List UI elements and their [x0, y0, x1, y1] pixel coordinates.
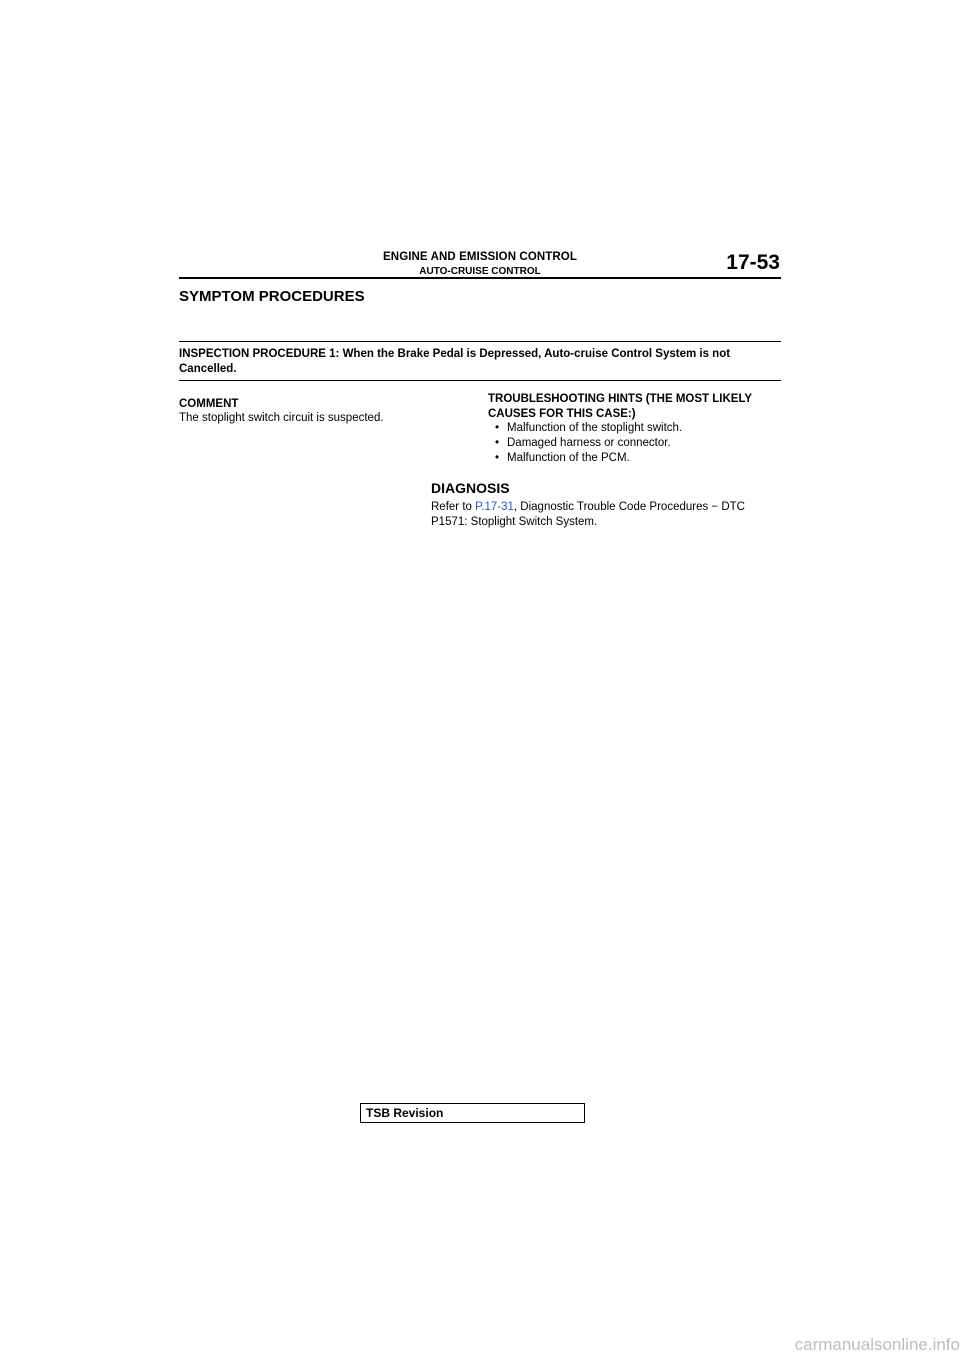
tsb-revision-label: TSB Revision [366, 1106, 444, 1120]
page-number: 17-53 [726, 251, 780, 274]
hint-text: Damaged harness or connector. [507, 437, 671, 449]
hints-heading: TROUBLESHOOTING HINTS (THE MOST LIKELY CAUSES FOR THIS CASE:) [488, 393, 752, 420]
header-title: ENGINE AND EMISSION CONTROL [383, 251, 577, 263]
list-item [495, 436, 785, 451]
bullet-icon: • [495, 452, 500, 464]
page-reference-link[interactable]: P.17-31 [475, 501, 514, 513]
bullet-icon: • [495, 437, 500, 449]
list-item [495, 421, 785, 436]
diagnosis-prefix: Refer to [431, 501, 476, 513]
header-subtitle: AUTO-CRUISE CONTROL [419, 266, 541, 277]
procedure-title: INSPECTION PROCEDURE 1: When the Brake Pedal is Depressed, Auto-cruise Control System is not Cancelled. [179, 348, 731, 375]
hint-text: Malfunction of the PCM. [507, 452, 630, 464]
diagnosis-text [431, 500, 781, 530]
hints-list [495, 421, 785, 466]
header-rule [179, 277, 781, 279]
watermark: carmanualsonline.info [794, 1335, 960, 1354]
list-item [495, 451, 785, 466]
diagnosis-line-2: P1571: Stoplight Switch System. [431, 516, 598, 528]
procedure-bottom-rule [179, 380, 781, 381]
section-title: SYMPTOM PROCEDURES [179, 288, 365, 305]
bullet-icon: • [495, 422, 500, 434]
comment-text: The stoplight switch circuit is suspected. [179, 412, 384, 424]
comment-heading: COMMENT [179, 398, 239, 410]
diagnosis-heading: DIAGNOSIS [431, 480, 510, 496]
diagnosis-line-1-rest: , Diagnostic Trouble Code Procedures − DTC [513, 501, 745, 513]
procedure-top-rule [179, 341, 781, 342]
tsb-revision-box [360, 1103, 585, 1123]
diagnosis-line-1 [431, 500, 781, 515]
hint-text: Malfunction of the stoplight switch. [507, 422, 683, 434]
